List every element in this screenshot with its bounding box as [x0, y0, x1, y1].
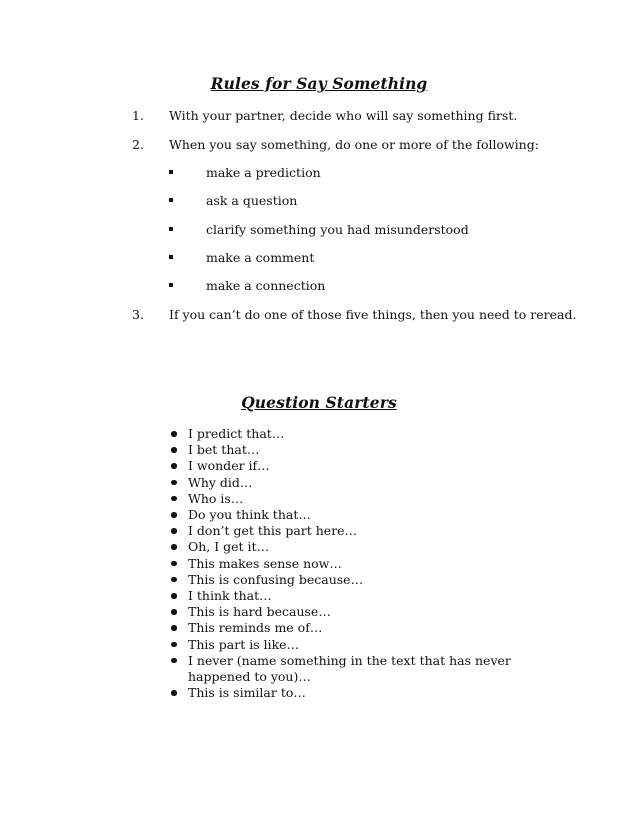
list-item [0, 620, 548, 636]
list-item [0, 475, 548, 491]
square-bullet-icon [169, 227, 173, 231]
starters-title: Question Starters [241, 393, 397, 412]
list-item-text: Oh, I get it… [188, 539, 270, 555]
list-item-text: I predict that… [188, 426, 285, 441]
list-item-text: This part is like… [188, 636, 300, 652]
list-item [0, 588, 548, 604]
list-item [0, 539, 548, 555]
list-item [0, 426, 548, 442]
bullet-icon [171, 593, 177, 599]
list-item-text: I bet that… [188, 442, 260, 458]
list-item-text: Do you think that… [188, 507, 311, 523]
square-bullet-icon [169, 170, 173, 174]
list-item-text: This reminds me of… [188, 620, 323, 636]
bullet-icon [171, 625, 177, 631]
bullet-icon [171, 642, 177, 648]
rule-option-text: clarify something you had misunderstood [206, 222, 469, 237]
rule-step-text: When you say something, do one or more of the following: [169, 137, 539, 152]
square-bullet-icon [169, 283, 173, 287]
question-starters-list [0, 426, 638, 701]
list-item-text: I think that… [188, 588, 272, 604]
list-item [0, 572, 548, 588]
list-item [0, 604, 548, 620]
list-item-text: This makes sense now… [188, 555, 342, 571]
bullet-icon [171, 544, 177, 550]
rule-option-text: ask a question [206, 193, 298, 208]
bullet-icon [171, 528, 177, 534]
list-item-text: Why did… [188, 474, 253, 490]
list-item-text: This is hard because… [188, 604, 331, 620]
bullet-icon [171, 496, 177, 502]
square-bullet-icon [169, 198, 173, 202]
list-item [0, 458, 548, 474]
list-item [0, 685, 548, 701]
bullet-icon [171, 609, 177, 615]
rule-step-text: If you can’t do one of those five things, then you need to reread. [169, 307, 577, 322]
list-item-text: I wonder if… [188, 458, 270, 474]
rule-step-number: 1. [132, 108, 144, 123]
bullet-icon [171, 690, 177, 696]
bullet-icon [171, 512, 177, 518]
rule-option-text: make a prediction [206, 165, 321, 180]
list-item [0, 491, 548, 507]
list-item-text: I don’t get this part here… [188, 523, 358, 539]
bullet-icon [171, 447, 177, 453]
rule-step-text: With your partner, decide who will say something first. [169, 108, 518, 123]
bullet-icon [171, 561, 177, 567]
bullet-icon [171, 431, 177, 437]
list-item [0, 523, 548, 539]
rule-option-text: make a comment [206, 250, 315, 265]
bullet-icon [171, 463, 177, 469]
bullet-icon [171, 577, 177, 583]
bullet-icon [171, 480, 177, 486]
list-item [0, 507, 548, 523]
list-item [0, 637, 548, 653]
list-item-text: This is confusing because… [188, 571, 364, 587]
list-item-text: This is similar to… [188, 685, 306, 701]
bullet-icon [171, 658, 177, 664]
list-item [0, 442, 548, 458]
list-item [0, 653, 548, 685]
list-item-text: I never (name something in the text that has never happened to you)… [188, 652, 511, 685]
rule-step-number: 2. [132, 137, 144, 152]
list-item [0, 556, 548, 572]
square-bullet-icon [169, 255, 173, 259]
rules-title: Rules for Say Something [210, 74, 428, 93]
rule-option-text: make a connection [206, 278, 326, 293]
rule-step-number: 3. [132, 307, 144, 322]
list-item-text: Who is… [188, 490, 244, 506]
